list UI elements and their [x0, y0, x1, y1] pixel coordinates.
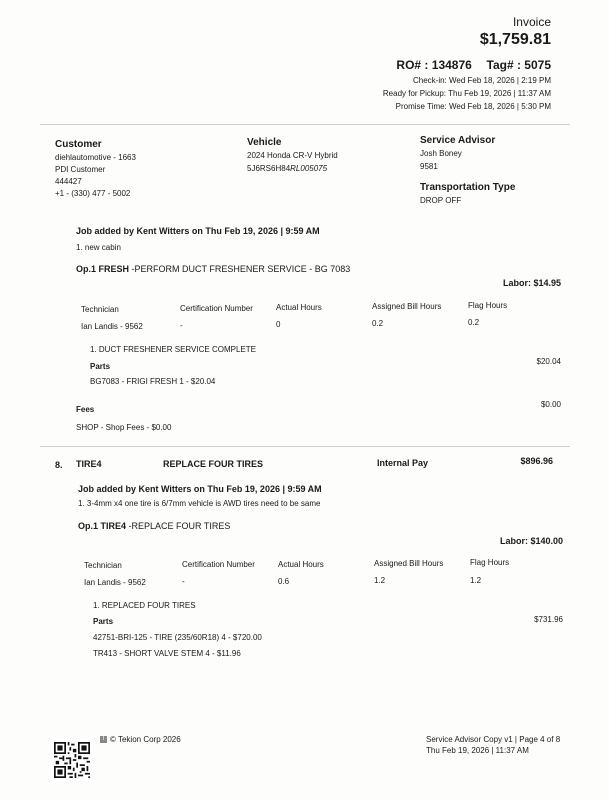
job7-note: 1. new cabin — [76, 243, 121, 252]
job7-operation — [76, 264, 350, 274]
job7-op-desc: -PERFORM DUCT FRESHENER SERVICE - BG 7083 — [129, 264, 351, 274]
job8-part-line-1: 42751-BRI-125 - TIRE (235/60R18) 4 - $720.00 — [93, 633, 262, 642]
job8-th-flag: Flag Hours — [470, 558, 510, 567]
job-divider — [40, 446, 570, 447]
job7-fees-total: $0.00 — [540, 400, 561, 409]
job7-tech-name: Ian Landis - 9562 — [81, 322, 143, 331]
job8-th-assigned: Assigned Bill Hours — [374, 559, 444, 568]
transport-label: Transportation Type — [420, 182, 516, 193]
job8-parts-total: $731.96 — [534, 615, 563, 624]
job7-fees-label: Fees — [76, 405, 95, 414]
job7-parts-label: Parts — [90, 362, 111, 371]
ro-number: 134876 — [431, 58, 472, 72]
job7-labor: Labor: $14.95 — [502, 278, 561, 288]
job7-op-code: Op.1 FRESH — [76, 264, 130, 274]
tag-number: 5075 — [524, 58, 551, 72]
invoice-total: $1,759.81 — [479, 31, 551, 48]
job7-tech-assigned: 0.2 — [372, 319, 384, 328]
job8-op-desc: -REPLACE FOUR TIRES — [126, 521, 231, 531]
promise-time: Promise Time: Wed Feb 18, 2026 | 5:30 PM — [395, 102, 551, 111]
tag-label: Tag# : — [486, 58, 521, 72]
customer-label: Customer — [55, 139, 102, 150]
tekion-logo-icon: T — [101, 736, 106, 743]
job8-tech-name: Ian Landis - 9562 — [84, 578, 146, 587]
job8-parts-label: Parts — [93, 617, 114, 626]
advisor-name: Josh Boney — [420, 149, 462, 158]
job7-part-line: BG7083 - FRIGI FRESH 1 - $20.04 — [90, 377, 216, 386]
job7-th-cert: Certification Number — [180, 304, 253, 313]
job8-th-actual: Actual Hours — [278, 560, 324, 569]
job7-th-actual: Actual Hours — [276, 303, 322, 312]
job7-th-technician: Technician — [81, 305, 119, 314]
job8-tech-actual: 0.6 — [278, 577, 290, 586]
header-divider — [40, 124, 570, 125]
job7-added-by: Job added by Kent Witters on Thu Feb 19, 2026 | 9:59 AM — [76, 226, 320, 236]
job8-title: REPLACE FOUR TIRES — [163, 459, 264, 469]
job8-th-technician: Technician — [84, 561, 122, 570]
job8-code: TIRE4 — [76, 459, 102, 469]
customer-type: PDI Customer — [55, 165, 106, 174]
footer-timestamp: Thu Feb 19, 2026 | 11:37 AM — [426, 746, 529, 755]
job7-fee-line: SHOP - Shop Fees - $0.00 — [76, 423, 172, 432]
qr-code-icon — [54, 742, 90, 778]
job7-th-assigned: Assigned Bill Hours — [372, 302, 442, 311]
job8-added-by: Job added by Kent Witters on Thu Feb 19, 2026 | 9:59 AM — [78, 484, 322, 494]
job8-total: $896.96 — [520, 456, 553, 466]
vehicle-label: Vehicle — [247, 137, 282, 148]
job7-tech-flag: 0.2 — [468, 318, 480, 327]
job8-op-code: Op.1 TIRE4 — [78, 521, 127, 531]
job8-operation — [78, 521, 230, 531]
customer-name: diehlautomotive - 1663 — [55, 153, 136, 162]
job7-tech-cert: - — [180, 321, 183, 330]
ro-tag-line — [396, 58, 551, 72]
job8-tech-flag: 1.2 — [470, 576, 482, 585]
job8-tech-assigned: 1.2 — [374, 576, 386, 585]
customer-phone: +1 - (330) 477 - 5002 — [55, 189, 131, 198]
job7-complete-note: 1. DUCT FRESHENER SERVICE COMPLETE — [90, 345, 256, 354]
ro-label: RO# : — [396, 58, 429, 72]
ready-time: Ready for Pickup: Thu Feb 19, 2026 | 11:37 AM — [382, 89, 551, 98]
advisor-id: 9581 — [420, 162, 438, 171]
vin-prefix: 5J6RS6H84 — [247, 164, 291, 173]
footer-copy-info: Service Advisor Copy v1 | Page 4 of 8 — [426, 735, 561, 744]
job8-tech-cert: - — [182, 577, 185, 586]
job8-number: 8. — [55, 460, 63, 470]
job7-tech-actual: 0 — [276, 320, 281, 329]
vehicle-vin — [247, 164, 327, 173]
transport-type: DROP OFF — [420, 196, 462, 205]
job8-pay-type: Internal Pay — [377, 458, 429, 468]
vin-suffix: RL005075 — [290, 164, 328, 173]
job8-th-cert: Certification Number — [182, 560, 255, 569]
job8-complete-note: 1. REPLACED FOUR TIRES — [93, 601, 196, 610]
job8-labor: Labor: $140.00 — [499, 536, 563, 546]
customer-id: 444427 — [55, 177, 82, 186]
advisor-label: Service Advisor — [420, 135, 496, 146]
copyright-text: © Tekion Corp 2026 — [110, 735, 181, 744]
job7-th-flag: Flag Hours — [468, 301, 508, 310]
checkin-time: Check-in: Wed Feb 18, 2026 | 2:19 PM — [412, 76, 551, 85]
job8-note: 1. 3-4mm x4 one tire is 6/7mm vehicle is AWD tires need to be same — [78, 499, 321, 508]
footer-copyright — [100, 735, 181, 744]
job7-parts-total: $20.04 — [536, 357, 561, 366]
invoice-label: Invoice — [512, 15, 551, 29]
job8-part-line-2: TR413 - SHORT VALVE STEM 4 - $11.96 — [93, 649, 241, 658]
vehicle-model: 2024 Honda CR-V Hybrid — [247, 151, 338, 160]
